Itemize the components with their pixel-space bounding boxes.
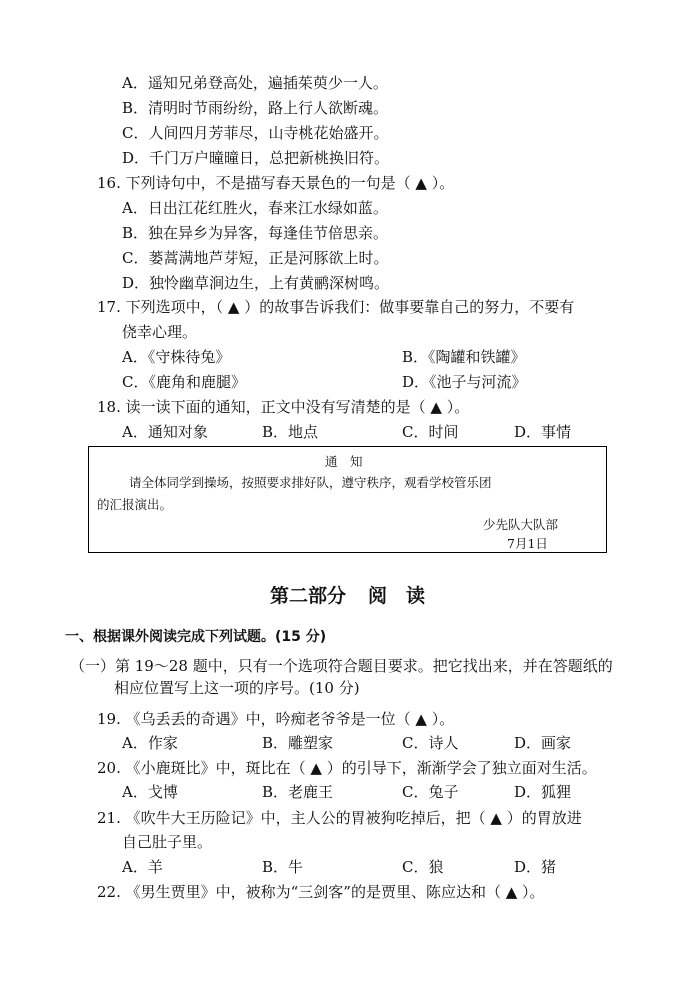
q20-option-d: D．狐狸 — [514, 783, 572, 801]
q17-option-a: A．《守株待兔》 — [122, 348, 231, 366]
q16-stem: 16. 下列诗句中，不是描写春天景色的一句是（ ▲ ）。 — [97, 174, 455, 192]
notice-body-line2: 的汇报演出。 — [97, 497, 173, 512]
q18-option-a: A．通知对象 — [122, 423, 208, 441]
q21-option-d: D．猪 — [514, 858, 557, 876]
q16-option-d: D．独怜幽草涧边生，上有黄鹂深树鸣。 — [122, 274, 390, 292]
q21-option-c: C．狼 — [402, 858, 444, 876]
q20-option-c: C．兔子 — [402, 783, 459, 801]
q16-option-c: C．蒌蒿满地芦芽短，正是河豚欲上时。 — [122, 249, 389, 267]
q17-option-d: D．《池子与河流》 — [402, 373, 527, 391]
q16-option-b: B．独在异乡为异客，每逢佳节倍思亲。 — [122, 224, 389, 242]
q19-option-c: C．诗人 — [402, 734, 459, 752]
section1-heading: 一、根据课外阅读完成下列试题。(15 分) — [65, 629, 327, 645]
q18-option-d: D．事情 — [514, 423, 572, 441]
part2-title-left: 第二部分 — [269, 585, 346, 607]
q21-stem-line2: 自己肚子里。 — [122, 833, 213, 851]
q19-option-b: B．雕塑家 — [262, 734, 334, 752]
notice-title: 通 知 — [325, 454, 363, 469]
q20-option-b: B．老鹿王 — [262, 783, 334, 801]
part2-title-right: 阅 读 — [368, 585, 426, 607]
q16-option-a: A．日出江花红胜火，春来江水绿如蓝。 — [122, 199, 388, 217]
q20-option-a: A．戈博 — [122, 783, 178, 801]
q22-stem: 22. 《男生贾里》中，被称为“三剑客”的是贾里、陈应达和（ ▲ ）。 — [97, 883, 545, 901]
q17-option-c: C．《鹿角和鹿腿》 — [122, 373, 246, 391]
notice-signature: 少先队大队部 — [483, 517, 559, 532]
q19-stem: 19. 《乌丢丢的奇遇》中，吟痴老爷爷是一位（ ▲ ）。 — [97, 710, 455, 728]
q15-option-b: B．清明时节雨纷纷，路上行人欲断魂。 — [122, 99, 389, 117]
q21-option-b: B．牛 — [262, 858, 304, 876]
part2-title — [0, 584, 695, 608]
q18-stem: 18. 读一读下面的通知，正文中没有写清楚的是（ ▲ ）。 — [97, 398, 470, 416]
notice-date: 7月1日 — [507, 536, 548, 551]
q21-stem-line1: 21. 《吹牛大王历险记》中，主人公的胃被狗吃掉后，把（ ▲ ）的胃放进 — [97, 809, 582, 827]
notice-box — [88, 446, 607, 553]
q17-option-b: B．《陶罐和铁罐》 — [402, 348, 526, 366]
q18-option-b: B．地点 — [262, 423, 319, 441]
section1-instruction-line1: （一）第 19～28 题中，只有一个选项符合题目要求。把它找出来，并在答题纸的 — [70, 657, 613, 675]
q17-stem-line2: 侥幸心理。 — [122, 323, 198, 341]
q17-stem-line1: 17. 下列选项中，（ ▲ ）的故事告诉我们：做事要靠自己的努力，不要有 — [97, 298, 575, 316]
q18-option-c: C．时间 — [402, 423, 459, 441]
q15-option-c: C．人间四月芳菲尽，山寺桃花始盛开。 — [122, 124, 389, 142]
q19-option-a: A．作家 — [122, 734, 178, 752]
notice-body-line1: 请全体同学到操场，按照要求排好队，遵守秩序，观看学校管乐团 — [129, 475, 492, 490]
q20-stem: 20. 《小鹿斑比》中，斑比在（ ▲ ）的引导下，渐渐学会了独立面对生活。 — [97, 759, 597, 777]
q15-option-d: D．千门万户曈曈日，总把新桃换旧符。 — [122, 149, 390, 167]
q21-option-a: A．羊 — [122, 858, 163, 876]
q15-option-a: A．遥知兄弟登高处，遍插茱萸少一人。 — [122, 74, 388, 92]
q19-option-d: D．画家 — [514, 734, 572, 752]
section1-instruction-line2: 相应位置写上这一项的序号。(10 分) — [114, 679, 360, 697]
